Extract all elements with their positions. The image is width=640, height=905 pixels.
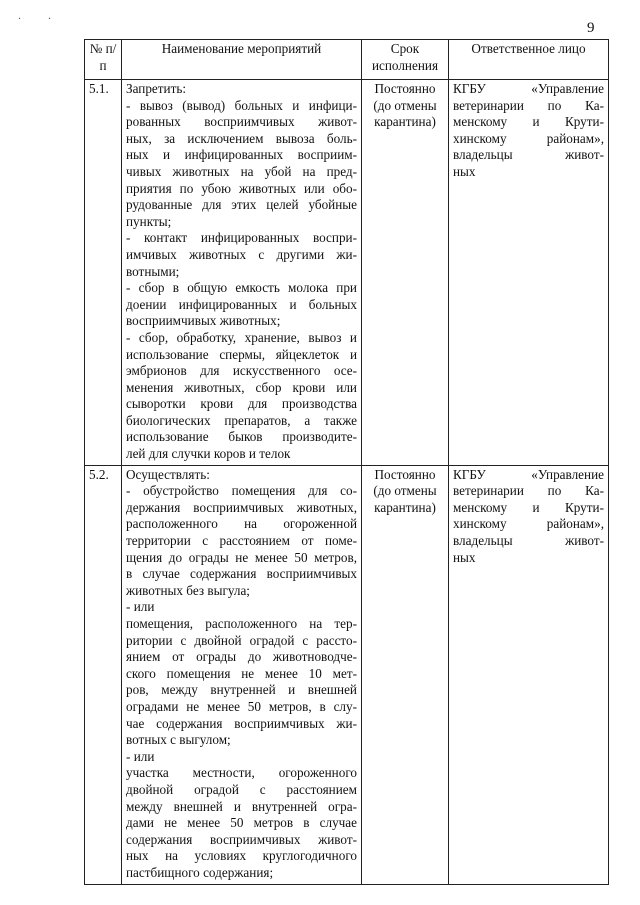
responsible-line: менскому и Крути- — [453, 499, 604, 515]
event-line: между внешней и внутренней огра- — [126, 798, 357, 814]
event-line: в случае содержания восприимчивых — [126, 566, 357, 582]
event-line: ных и инфицированных восприим- — [126, 147, 357, 163]
event-line: сыворотки крови для производства — [126, 396, 357, 412]
table-row — [85, 465, 609, 884]
event-line: ритории с двойной оградой с рассто- — [126, 632, 357, 648]
header-row — [85, 40, 609, 80]
event-term: Постоянно (до отмены карантина) — [362, 80, 449, 466]
event-line: биологических препаратов, а также — [126, 412, 357, 428]
event-line: помещения, расположенного на тер- — [126, 616, 357, 631]
event-line: расположенного на огороженной — [126, 516, 357, 532]
event-line: - контакт инфицированных воспри- — [126, 230, 357, 246]
event-line: оградами не менее 50 метров, в слу- — [126, 698, 357, 714]
responsible-line: ных — [453, 163, 476, 179]
event-line: доении инфицированных и больных — [126, 296, 357, 312]
event-description — [122, 465, 362, 884]
event-line: щения до ограды не менее 50 метров, — [126, 549, 357, 565]
event-description — [122, 80, 362, 466]
responsible-party — [449, 465, 609, 884]
responsible-line: хинскому районам», — [453, 130, 604, 146]
row-number: 5.1. — [85, 80, 122, 466]
responsible-line: владельцы живот- — [453, 533, 604, 549]
row-number: 5.2. — [85, 465, 122, 884]
header-term: Срок исполнения — [362, 40, 449, 80]
event-line: - или — [126, 748, 155, 764]
header-name: Наименование мероприятий — [122, 40, 362, 80]
responsible-line: хинскому районам», — [453, 516, 604, 532]
event-line: чае содержания восприимчивых жи- — [126, 715, 357, 731]
event-line: рованных восприимчивых живот- — [126, 114, 357, 130]
event-line: пастбищного содержания; — [126, 864, 274, 880]
event-line: участка местности, огороженного — [126, 765, 357, 781]
event-line: животных без выгула; — [126, 582, 250, 598]
event-line: чивых животных на убой на пред- — [126, 163, 357, 179]
responsible-line: владельцы живот- — [453, 147, 604, 163]
event-line: территории с расстоянием от поме- — [126, 533, 357, 549]
event-line: - вывоз (вывод) больных и инфици- — [126, 97, 357, 113]
header-responsible: Ответственное лицо — [449, 40, 609, 80]
corner-mark: . . — [18, 8, 63, 22]
event-line: менения животных, сбор крови или — [126, 379, 357, 395]
responsible-party — [449, 80, 609, 466]
event-line: Запретить: — [126, 81, 187, 96]
events-table — [84, 39, 609, 885]
table-body — [85, 80, 609, 885]
event-line: имчивых животных с другими жи- — [126, 246, 357, 262]
event-line: использование спермы, яйцеклеток и — [126, 346, 357, 362]
event-line: - обустройство помещения для со- — [126, 483, 357, 499]
header-num: № п/п — [85, 40, 122, 80]
responsible-line: ветеринарии по Ка- — [453, 97, 604, 113]
event-line: дами не менее 50 метров в случае — [126, 815, 357, 831]
responsible-line: ных — [453, 549, 476, 565]
event-line: - сбор в общую емкость молока при — [126, 280, 357, 296]
event-line: ров, между внутренней и внешней — [126, 682, 357, 698]
event-line: лей для случки коров и телок — [126, 446, 291, 462]
page-number: 9 — [587, 20, 595, 36]
responsible-line: КГБУ «Управление — [453, 466, 604, 482]
event-line: эмбрионов для искусственного осе- — [126, 363, 357, 379]
event-line: двойной оградой с расстоянием — [126, 781, 357, 797]
event-line: вотных с выгулом; — [126, 732, 231, 748]
event-line: держания восприимчивых животных, — [126, 499, 357, 515]
event-line: янием от ограды до животноводче- — [126, 649, 357, 665]
event-line: содержания восприимчивых живот- — [126, 831, 357, 847]
event-line: использование быков производите- — [126, 429, 357, 445]
event-line: ных, за исключением вывоза боль- — [126, 130, 357, 146]
event-line: - или — [126, 599, 155, 615]
event-term: Постоянно (до отмены карантина) — [362, 465, 449, 884]
event-line: ского помещения не менее 10 мет- — [126, 665, 357, 681]
responsible-line: ветеринарии по Ка- — [453, 483, 604, 499]
event-line: - сбор, обработку, хранение, вывоз и — [126, 329, 357, 345]
event-line: Осуществлять: — [126, 466, 210, 482]
table-row — [85, 80, 609, 466]
event-line: приятия по убою животных или обо- — [126, 180, 357, 196]
event-line: рудованные для этих целей убойные — [126, 197, 357, 213]
event-line: пункты; — [126, 213, 172, 229]
event-line: ных на условиях круглогодичного — [126, 848, 357, 864]
event-line: вотными; — [126, 263, 180, 279]
event-line: восприимчивых животных; — [126, 313, 281, 329]
responsible-line: менскому и Крути- — [453, 114, 604, 130]
responsible-line: КГБУ «Управление — [453, 81, 604, 96]
